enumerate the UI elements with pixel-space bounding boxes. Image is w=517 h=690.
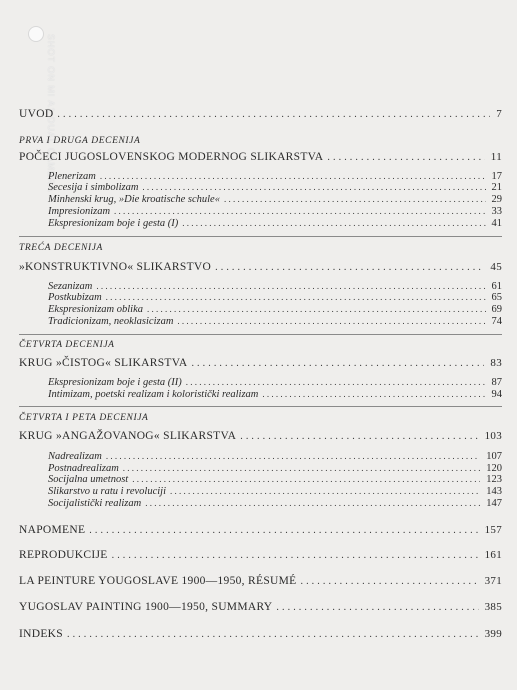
toc-entry-page: 65: [491, 292, 502, 303]
leader-dots: [186, 377, 486, 387]
toc-entry-page: 74: [491, 316, 502, 327]
toc-entry-page: 161: [484, 549, 502, 561]
decade-heading: ČETVRTA I PETA DECENIJA: [19, 413, 149, 423]
leader-dots: [191, 358, 484, 369]
leader-dots: [224, 194, 486, 204]
toc-entry-title: Minhenski krug, »Die kroatische schule«: [48, 194, 220, 205]
leader-dots: [327, 152, 484, 163]
toc-entry-page: 157: [484, 524, 502, 536]
toc-entry-title: POČECI JUGOSLOVENSKOG MODERNOG SLIKARSTVA: [19, 151, 324, 163]
toc-entry-title: LA PEINTURE YOUGOSLAVE 1900—1950, RÉSUMÉ: [19, 575, 297, 587]
decade-heading: PRVA I DRUGA DECENIJA: [19, 136, 141, 146]
toc-subentry[interactable]: [48, 316, 502, 327]
decade-heading: TREĆA DECENIJA: [19, 243, 103, 253]
toc-entry-page: 83: [490, 357, 502, 369]
toc-subentry[interactable]: [48, 194, 502, 205]
toc-entry-title: Socijalistički realizam: [48, 498, 142, 509]
leader-dots: [112, 550, 479, 561]
toc-subentry[interactable]: [48, 486, 502, 497]
toc-entry-title: Tradicionizam, neoklasicizam: [48, 316, 174, 327]
toc-entry-page: 371: [484, 575, 502, 587]
toc-subentry[interactable]: [48, 474, 502, 485]
toc-subentry[interactable]: [48, 304, 502, 315]
toc-entry-page: 107: [486, 451, 502, 462]
toc-entry-page: 11: [490, 151, 502, 163]
leader-dots: [57, 109, 490, 120]
leader-dots: [177, 316, 485, 326]
toc-entry-page: 29: [491, 194, 502, 205]
toc-subentry[interactable]: [48, 451, 502, 462]
toc-entry-page: 87: [491, 377, 502, 388]
toc-entry-indeks[interactable]: [19, 628, 502, 640]
toc-subentry[interactable]: [48, 171, 502, 182]
leader-dots: [300, 576, 478, 587]
camera-watermark-icon: [28, 26, 44, 42]
toc-entry-page: 33: [491, 206, 502, 217]
toc-entry-page: 45: [490, 261, 502, 273]
toc-entry-uvod[interactable]: [19, 108, 502, 120]
toc-entry-title: KRUG »ČISTOG« SLIKARSTVA: [19, 357, 188, 369]
leader-dots: [182, 218, 485, 228]
toc-section-title[interactable]: [19, 430, 502, 442]
toc-entry-page: 69: [491, 304, 502, 315]
toc-entry-page: 94: [491, 389, 502, 400]
leader-dots: [106, 451, 480, 461]
section-divider: [19, 406, 502, 407]
toc-entry-page: 147: [486, 498, 502, 509]
toc-entry-title: NAPOMENE: [19, 524, 86, 536]
toc-entry-page: 103: [484, 430, 502, 442]
toc-entry-title: Plenerizam: [48, 171, 96, 182]
toc-entry-title: Postkubizam: [48, 292, 102, 303]
section-divider: [19, 236, 502, 237]
toc-entry-page: 7: [496, 108, 502, 120]
toc-subentry[interactable]: [48, 292, 502, 303]
toc-subentry[interactable]: [48, 463, 502, 474]
toc-entry-title: YUGOSLAV PAINTING 1900—1950, SUMMARY: [19, 601, 273, 613]
toc-entry-title: Postnadrealizam: [48, 463, 119, 474]
leader-dots: [262, 389, 485, 399]
toc-section-title[interactable]: [19, 357, 502, 369]
leader-dots: [240, 431, 478, 442]
toc-entry-resume[interactable]: [19, 575, 502, 587]
toc-entry-title: Ekspresionizam boje i gesta (II): [48, 377, 182, 388]
toc-subentry[interactable]: [48, 218, 502, 229]
camera-watermark: SHOT ON MI A1 DUAL CAMERA: [46, 34, 56, 193]
leader-dots: [170, 486, 480, 496]
toc-entry-page: 17: [491, 171, 502, 182]
toc-entry-page: 385: [484, 601, 502, 613]
leader-dots: [132, 474, 480, 484]
leader-dots: [100, 171, 486, 181]
leader-dots: [145, 498, 480, 508]
toc-entry-title: INDEKS: [19, 628, 63, 640]
section-divider: [19, 334, 502, 335]
toc-section-title[interactable]: [19, 261, 502, 273]
toc-entry-page: 123: [486, 474, 502, 485]
toc-entry-page: 61: [491, 281, 502, 292]
leader-dots: [89, 525, 478, 536]
toc-entry-title: Ekspresionizam oblika: [48, 304, 143, 315]
toc-subentry[interactable]: [48, 498, 502, 509]
toc-subentry[interactable]: [48, 206, 502, 217]
leader-dots: [142, 182, 485, 192]
toc-entry-page: 41: [491, 218, 502, 229]
toc-subentry[interactable]: [48, 377, 502, 388]
toc-entry-title: UVOD: [19, 108, 54, 120]
leader-dots: [147, 304, 486, 314]
toc-entry-title: Nadrealizam: [48, 451, 102, 462]
toc-entry-title: Ekspresionizam boje i gesta (I): [48, 218, 179, 229]
leader-dots: [96, 281, 485, 291]
toc-subentry[interactable]: [48, 182, 502, 193]
toc-entry-title: Impresionizam: [48, 206, 111, 217]
toc-entry-title: Sezanizam: [48, 281, 93, 292]
toc-entry-summary[interactable]: [19, 601, 502, 613]
leader-dots: [114, 206, 485, 216]
toc-entry-reprodukcije[interactable]: [19, 549, 502, 561]
leader-dots: [123, 463, 480, 473]
toc-entry-page: 21: [491, 182, 502, 193]
toc-entry-title: Intimizam, poetski realizam i koloristički realizam: [48, 389, 259, 400]
toc-entry-title: KRUG »ANGAŽOVANOG« SLIKARSTVA: [19, 430, 237, 442]
toc-entry-title: Secesija i simbolizam: [48, 182, 139, 193]
leader-dots: [67, 629, 479, 640]
leader-dots: [106, 292, 486, 302]
leader-dots: [276, 602, 478, 613]
toc-entry-title: REPRODUKCIJE: [19, 549, 108, 561]
toc-subentry[interactable]: [48, 281, 502, 292]
toc-subentry[interactable]: [48, 389, 502, 400]
toc-entry-page: 399: [484, 628, 502, 640]
toc-entry-page: 143: [486, 486, 502, 497]
toc-section-title[interactable]: [19, 151, 502, 163]
toc-entry-title: Socijalna umetnost: [48, 474, 129, 485]
toc-entry-title: Slikarstvo u ratu i revoluciji: [48, 486, 167, 497]
leader-dots: [215, 262, 484, 273]
toc-entry-page: 120: [486, 463, 502, 474]
decade-heading: ČETVRTA DECENIJA: [19, 340, 115, 350]
toc-entry-title: »KONSTRUKTIVNO« SLIKARSTVO: [19, 261, 212, 273]
toc-entry-napomene[interactable]: [19, 524, 502, 536]
